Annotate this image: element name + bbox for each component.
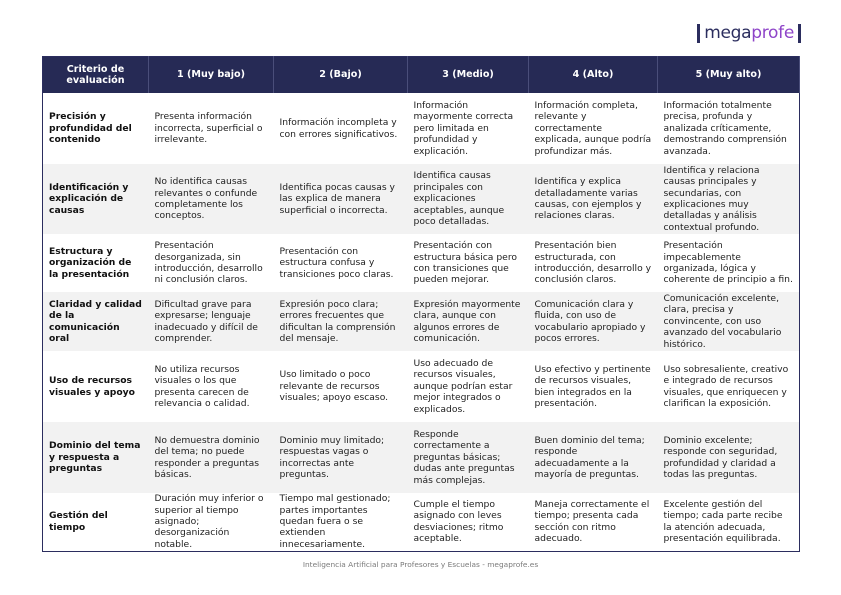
table-row: [43, 164, 800, 234]
rubric-table: [42, 56, 800, 552]
level-cell: Identifica pocas causas y las explica de manera superficial o incorrecta.: [274, 164, 408, 234]
level-cell: Uso efectivo y pertinente de recursos visuales, bien integrados en la presentación.: [529, 351, 658, 422]
criterion-cell: Identificación y explicación de causas: [43, 164, 149, 234]
level-cell: Presentación impecablemente organizada, lógica y coherente de principio a fin.: [658, 234, 800, 292]
level-cell: Cumple el tiempo asignado con leves desviaciones; ritmo aceptable.: [408, 493, 529, 551]
level-cell: Presentación bien estructurada, con introducción, desarrollo y conclusión claros.: [529, 234, 658, 292]
level-cell: Uso adecuado de recursos visuales, aunque podrían estar mejor integrados o explicados.: [408, 351, 529, 422]
header-level-5: 5 (Muy alto): [658, 57, 800, 94]
level-cell: Identifica causas principales con explicaciones aceptables, aunque poco detalladas.: [408, 164, 529, 234]
rubric-header: [43, 57, 800, 94]
table-row: [43, 93, 800, 164]
level-cell: Dominio muy limitado; respuestas vagas o incorrectas ante preguntas.: [274, 422, 408, 493]
criterion-cell: Claridad y calidad de la comunicación oral: [43, 292, 149, 351]
header-criterion: Criterio de evaluación: [43, 57, 149, 94]
level-cell: No utiliza recursos visuales o los que presenta carecen de relevancia o calidad.: [149, 351, 274, 422]
level-cell: Comunicación excelente, clara, precisa y convincente, con uso avanzado del vocabulario histórico.: [658, 292, 800, 351]
level-cell: Presentación desorganizada, sin introducción, desarrollo ni conclusión claros.: [149, 234, 274, 292]
level-cell: Presenta información incorrecta, superficial o irrelevante.: [149, 93, 274, 164]
page-footer: Inteligencia Artificial para Profesores y Escuelas - megaprofe.es: [302, 560, 539, 569]
level-cell: Maneja correctamente el tiempo; presenta cada sección con ritmo adecuado.: [529, 493, 658, 551]
level-cell: Dificultad grave para expresarse; lenguaje inadecuado y difícil de comprender.: [149, 292, 274, 351]
level-cell: No identifica causas relevantes o confunde completamente los conceptos.: [149, 164, 274, 234]
logo-profe: profe: [751, 23, 794, 43]
level-cell: Expresión poco clara; errores frecuentes que dificultan la comprensión del mensaje.: [274, 292, 408, 351]
level-cell: Información incompleta y con errores significativos.: [274, 93, 408, 164]
criterion-cell: Dominio del tema y respuesta a preguntas: [43, 422, 149, 493]
criterion-cell: Estructura y organización de la presentación: [43, 234, 149, 292]
level-cell: Responde correctamente a preguntas básicas; dudas ante preguntas más complejas.: [408, 422, 529, 493]
level-cell: Información completa, relevante y correctamente explicada, aunque podría profundizar más.: [529, 93, 658, 164]
logo-mega: mega: [704, 23, 752, 43]
criterion-cell: Uso de recursos visuales y apoyo: [43, 351, 149, 422]
rubric-body: [43, 93, 800, 551]
header-level-3: 3 (Medio): [408, 57, 529, 94]
level-cell: Presentación con estructura básica pero con transiciones que pueden mejorar.: [408, 234, 529, 292]
header-level-1: 1 (Muy bajo): [149, 57, 274, 94]
criterion-cell: Gestión del tiempo: [43, 493, 149, 551]
table-row: [43, 292, 800, 351]
level-cell: Duración muy inferior o superior al tiempo asignado; desorganización notable.: [149, 493, 274, 551]
table-row: [43, 351, 800, 422]
brand-logo: [697, 22, 801, 44]
level-cell: Expresión mayormente clara, aunque con algunos errores de comunicación.: [408, 292, 529, 351]
header-level-4: 4 (Alto): [529, 57, 658, 94]
logo-wordmark: [704, 23, 794, 43]
table-row: [43, 493, 800, 551]
level-cell: Excelente gestión del tiempo; cada parte recibe la atención adecuada, presentación equilibrada.: [658, 493, 800, 551]
logo-bar-left: [697, 24, 700, 43]
table-row: [43, 422, 800, 493]
level-cell: Tiempo mal gestionado; partes importantes quedan fuera o se extienden innecesariamente.: [274, 493, 408, 551]
level-cell: Información mayormente correcta pero limitada en profundidad y explicación.: [408, 93, 529, 164]
level-cell: Información totalmente precisa, profunda y analizada críticamente, demostrando comprensión avanzada.: [658, 93, 800, 164]
level-cell: Buen dominio del tema; responde adecuadamente a la mayoría de preguntas.: [529, 422, 658, 493]
level-cell: Dominio excelente; responde con seguridad, profundidad y claridad a todas las preguntas.: [658, 422, 800, 493]
level-cell: Identifica y relaciona causas principales y secundarias, con explicaciones muy detalladas y análisis contextual profundo.: [658, 164, 800, 234]
header-row: [43, 57, 800, 94]
criterion-cell: Precisión y profundidad del contenido: [43, 93, 149, 164]
level-cell: No demuestra dominio del tema; no puede responder a preguntas básicas.: [149, 422, 274, 493]
logo-bar-right: [798, 24, 801, 43]
level-cell: Comunicación clara y fluida, con uso de vocabulario apropiado y pocos errores.: [529, 292, 658, 351]
header-level-2: 2 (Bajo): [274, 57, 408, 94]
level-cell: Uso limitado o poco relevante de recursos visuales; apoyo escaso.: [274, 351, 408, 422]
table-row: [43, 234, 800, 292]
level-cell: Identifica y explica detalladamente varias causas, con ejemplos y relaciones claras.: [529, 164, 658, 234]
level-cell: Presentación con estructura confusa y transiciones poco claras.: [274, 234, 408, 292]
level-cell: Uso sobresaliente, creativo e integrado de recursos visuales, que enriquecen y clarifican la exposición.: [658, 351, 800, 422]
